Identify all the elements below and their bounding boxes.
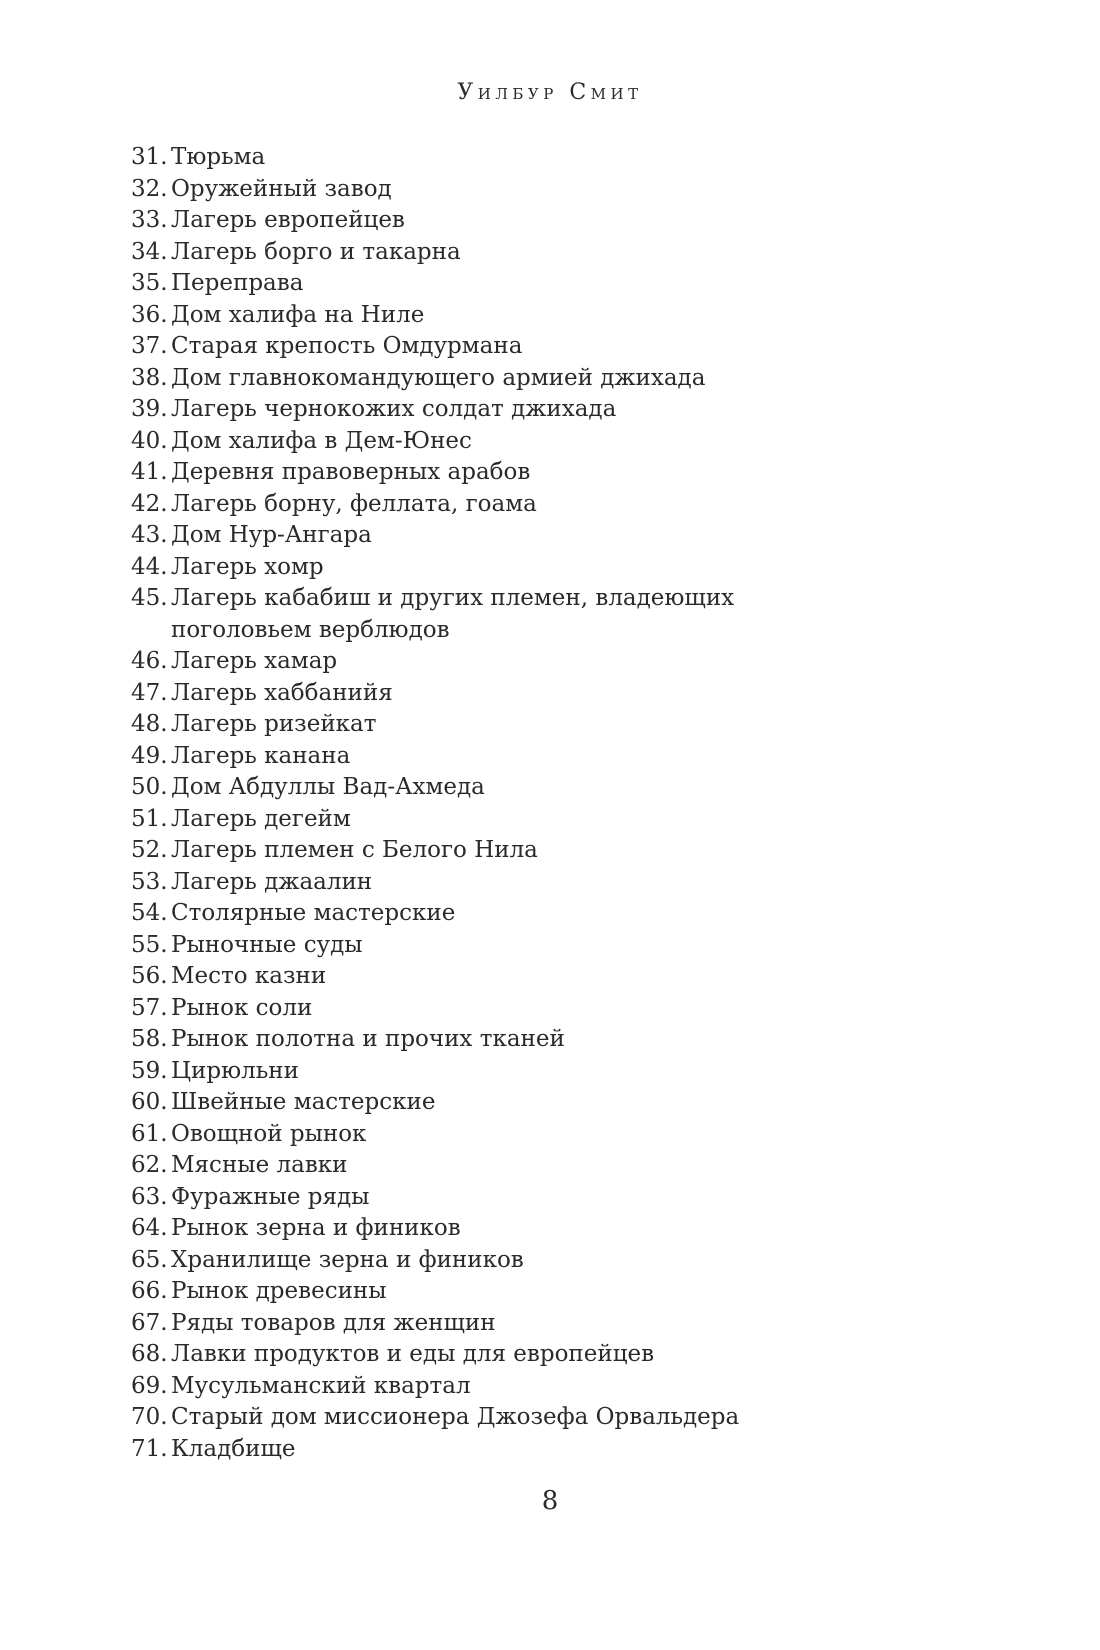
list-item — [131, 268, 851, 300]
item-label: Хранилище зерна и фиников — [171, 1246, 524, 1273]
list-item — [131, 1339, 851, 1371]
item-number: 38. — [131, 364, 168, 391]
item-number: 54. — [131, 900, 168, 926]
item-label: Лагерь кабабиш и других племен, владеющих поголовьем верблюдов — [171, 585, 735, 643]
list-item — [131, 867, 851, 899]
list-item — [131, 772, 851, 804]
item-number: 33. — [131, 207, 168, 233]
item-label: Дом Нур-Ангара — [171, 522, 372, 548]
list-item — [131, 1213, 851, 1245]
item-label: Оружейный завод — [171, 175, 392, 202]
item-label: Переправа — [171, 270, 304, 296]
item-number: 70. — [131, 1404, 168, 1430]
list-item — [131, 205, 851, 237]
item-label: Дом халифа в Дем-Юнес — [171, 427, 472, 454]
item-label: Рынок древесины — [171, 1278, 387, 1304]
item-number: 37. — [131, 333, 168, 359]
item-label: Рынок полотна и прочих тканей — [171, 1026, 565, 1052]
item-number: 64. — [131, 1215, 168, 1241]
item-number: 39. — [131, 396, 168, 422]
item-label: Лагерь хомр — [171, 553, 324, 580]
item-label: Лагерь борго и такарна — [171, 238, 461, 265]
item-label: Лагерь племен с Белого Нила — [171, 837, 538, 863]
item-label: Старая крепость Омдурмана — [171, 333, 523, 359]
item-number: 58. — [131, 1026, 168, 1052]
list-item — [131, 741, 851, 773]
item-label: Швейные мастерские — [171, 1089, 436, 1115]
list-item — [131, 1308, 851, 1340]
list-item — [131, 1434, 851, 1466]
item-number: 62. — [131, 1152, 168, 1178]
item-number: 55. — [131, 931, 168, 958]
item-label: Старый дом миссионера Джозефа Орвальдера — [171, 1404, 740, 1430]
list-item — [131, 1245, 851, 1277]
item-label: Лавки продуктов и еды для европейцев — [171, 1341, 655, 1367]
list-item — [131, 835, 851, 867]
item-number: 47. — [131, 679, 168, 706]
list-item — [131, 142, 851, 174]
item-number: 67. — [131, 1309, 168, 1336]
item-label: Дом Абдуллы Вад-Ахмеда — [171, 774, 485, 800]
list-item — [131, 583, 851, 646]
item-number: 61. — [131, 1120, 168, 1147]
list-item — [131, 552, 851, 584]
item-number: 36. — [131, 301, 168, 328]
item-number: 71. — [131, 1435, 168, 1462]
list-item — [131, 237, 851, 269]
list-item — [131, 993, 851, 1025]
list-item — [131, 961, 851, 993]
item-number: 35. — [131, 270, 168, 296]
list-item — [131, 1087, 851, 1119]
list-item — [131, 1276, 851, 1308]
list-item — [131, 1402, 851, 1434]
item-number: 51. — [131, 805, 168, 832]
legend-list — [131, 142, 851, 1465]
list-item — [131, 426, 851, 458]
item-label: Лагерь ризейкат — [171, 711, 377, 737]
list-item — [131, 709, 851, 741]
item-number: 45. — [131, 585, 168, 611]
list-item — [131, 300, 851, 332]
item-label: Овощной рынок — [171, 1120, 367, 1147]
item-number: 40. — [131, 427, 168, 454]
list-item — [131, 520, 851, 552]
list-item — [131, 1119, 851, 1151]
item-label: Деревня правоверных арабов — [171, 459, 531, 485]
list-item — [131, 174, 851, 206]
item-label: Мусульманский квартал — [171, 1372, 471, 1399]
item-number: 52. — [131, 837, 168, 863]
item-label: Лагерь дегейм — [171, 805, 351, 832]
list-item — [131, 678, 851, 710]
item-label: Ряды товаров для женщин — [171, 1309, 496, 1336]
item-number: 69. — [131, 1372, 168, 1399]
item-label: Столярные мастерские — [171, 900, 456, 926]
item-number: 31. — [131, 144, 168, 170]
list-item — [131, 1182, 851, 1214]
item-label: Тюрьма — [171, 144, 266, 170]
list-item — [131, 363, 851, 395]
list-item — [131, 489, 851, 521]
list-item — [131, 646, 851, 678]
item-number: 66. — [131, 1278, 168, 1304]
item-label: Лагерь канана — [171, 742, 351, 769]
list-item — [131, 394, 851, 426]
item-label: Цирюльни — [171, 1057, 299, 1084]
item-label: Фуражные ряды — [171, 1183, 370, 1210]
item-label: Дом главнокомандующего армией джихада — [171, 364, 706, 391]
item-number: 59. — [131, 1057, 168, 1084]
list-item — [131, 457, 851, 489]
list-item — [131, 331, 851, 363]
list-item — [131, 898, 851, 930]
item-label: Лагерь чернокожих солдат джихада — [171, 396, 617, 422]
item-number: 50. — [131, 774, 168, 800]
item-number: 48. — [131, 711, 168, 737]
item-label: Лагерь джаалин — [171, 868, 373, 895]
list-item — [131, 1371, 851, 1403]
item-label: Дом халифа на Ниле — [171, 301, 425, 328]
item-number: 65. — [131, 1246, 168, 1273]
item-label: Лагерь хамар — [171, 648, 338, 674]
item-number: 41. — [131, 459, 168, 485]
item-label: Мясные лавки — [171, 1152, 348, 1178]
item-label: Лагерь хаббанийя — [171, 679, 393, 706]
item-number: 49. — [131, 742, 168, 769]
list-item — [131, 930, 851, 962]
page-number: 8 — [541, 1486, 559, 1516]
item-number: 63. — [131, 1183, 168, 1210]
item-label: Лагерь борну, феллата, гоама — [171, 490, 537, 517]
item-number: 32. — [131, 175, 168, 202]
item-number: 53. — [131, 868, 168, 895]
item-label: Лагерь европейцев — [171, 207, 405, 233]
list-item — [131, 1150, 851, 1182]
running-head: Уилбур Смит — [457, 80, 643, 105]
item-number: 68. — [131, 1341, 168, 1367]
list-item — [131, 1056, 851, 1088]
item-label: Место казни — [171, 963, 327, 989]
list-item — [131, 1024, 851, 1056]
item-number: 34. — [131, 238, 168, 265]
item-label: Рынок соли — [171, 994, 313, 1021]
item-number: 44. — [131, 553, 168, 580]
list-item — [131, 804, 851, 836]
item-label: Рыночные суды — [171, 931, 363, 958]
item-number: 46. — [131, 648, 168, 674]
item-number: 42. — [131, 490, 168, 517]
item-label: Рынок зерна и фиников — [171, 1215, 461, 1241]
item-label: Кладбище — [171, 1435, 296, 1462]
item-number: 43. — [131, 522, 168, 548]
item-number: 60. — [131, 1089, 168, 1115]
item-number: 56. — [131, 963, 168, 989]
item-number: 57. — [131, 994, 168, 1021]
